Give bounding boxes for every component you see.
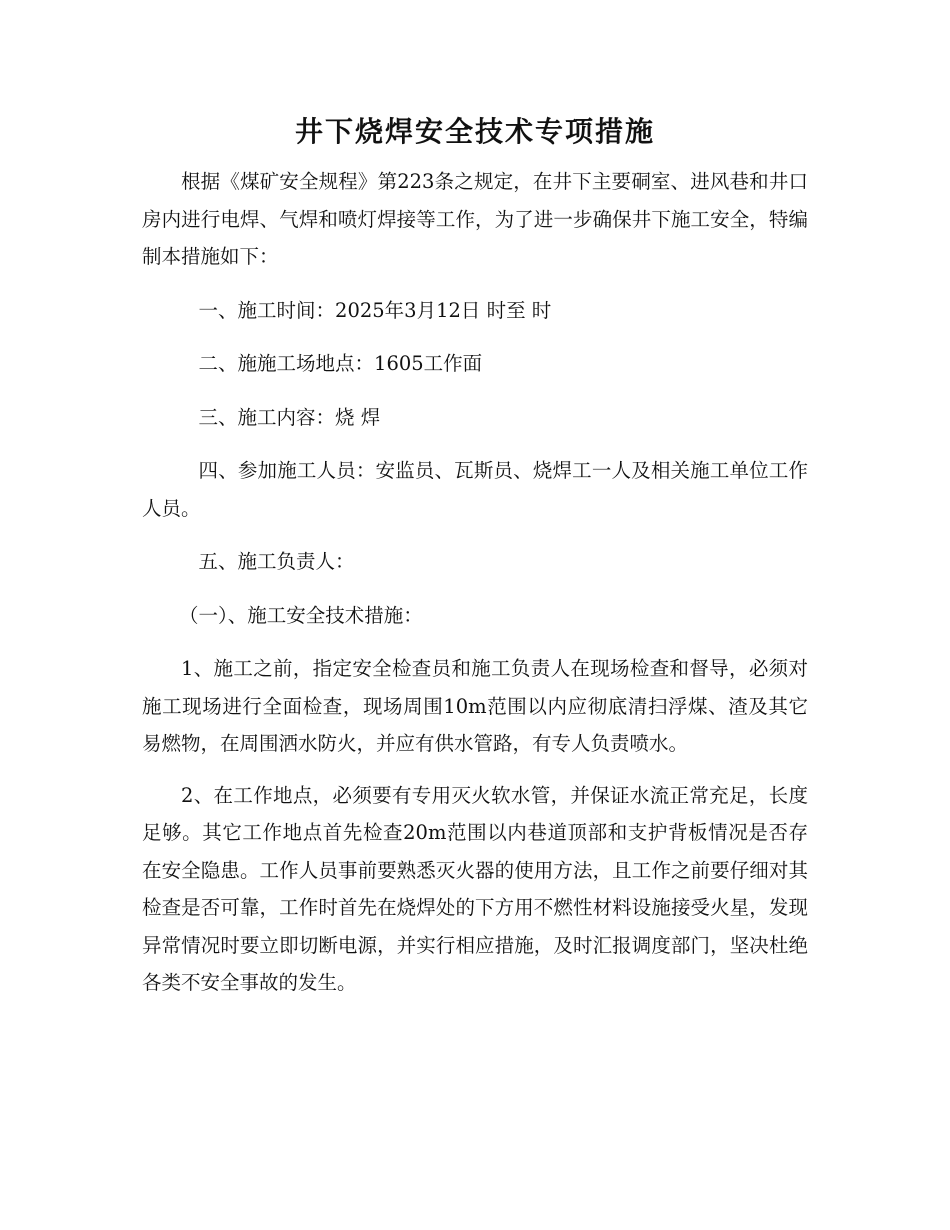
document-title: 井下烧焊安全技术专项措施: [294, 115, 655, 148]
document-body: [142, 163, 808, 1002]
item-construction-time: 一、施工时间：2025年3月12日 时至 时: [198, 298, 552, 322]
intro-paragraph: 根据《煤矿安全规程》第223条之规定，在井下主要硐室、进风巷和井口房内进行电焊、气焊和喷灯焊接等工作，为了进一步确保井下施工安全，特编制本措施如下：: [142, 170, 808, 268]
measure-paragraph-1: 1、施工之前，指定安全检查员和施工负责人在现场检查和督导，必须对施工现场进行全面检查，现场周围10m范围以内应彻底清扫浮煤、渣及其它易燃物，在周围洒水防火，并应有供水管路，有专人负责喷水。: [142, 657, 808, 755]
item-responsible-person: 五、施工负责人：: [198, 550, 355, 573]
item-construction-content: 三、施工内容：烧 焊: [198, 405, 381, 429]
measure-paragraph-2: 2、在工作地点，必须要有专用灭火软水管，并保证水流正常充足，长度足够。其它工作地点首先检查20m范围以内巷道顶部和支护背板情况是否存在安全隐患。工作人员事前要熟悉灭火器的使用方法，且工作之前要仔细对其检查是否可靠，工作时首先在烧焊处的下方用不燃性材料设施接受火星，发现异常情况时要立即切断电源，并实行相应措施，及时汇报调度部门，坚决杜绝各类不安全事故的发生。: [142, 783, 808, 994]
section-heading-safety-measures: （一）、施工安全技术措施：: [179, 603, 423, 627]
item-personnel: 四、参加施工人员：安监员、瓦斯员、烧焊工一人及相关施工单位工作人员。: [142, 459, 808, 520]
item-construction-location: 二、施施工场地点：1605工作面: [198, 352, 483, 375]
